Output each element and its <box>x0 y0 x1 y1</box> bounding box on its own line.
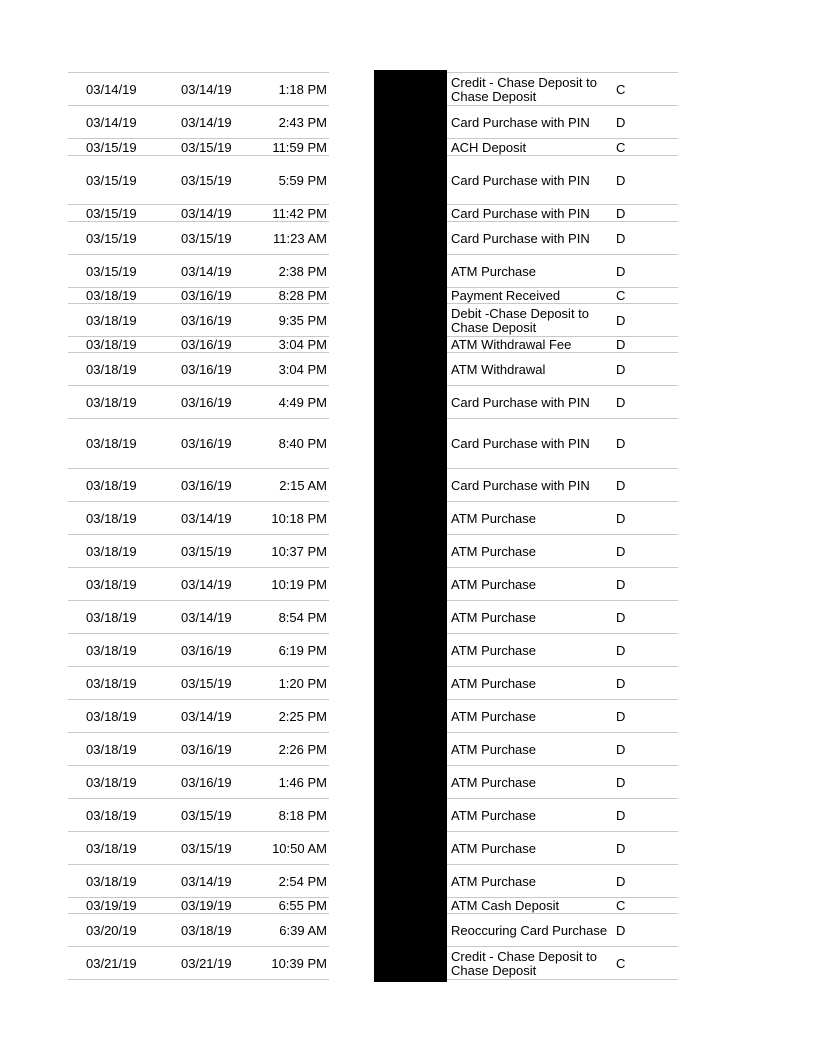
posted-date: 03/18/19 <box>86 337 137 352</box>
row-divider-left <box>68 666 329 667</box>
transaction-date: 03/16/19 <box>181 436 232 451</box>
row-divider-right <box>447 831 678 832</box>
row-divider-left <box>68 221 329 222</box>
type-code: D <box>616 543 626 559</box>
row-divider-right <box>447 105 678 106</box>
row-divider-right <box>447 303 678 304</box>
row-divider-right <box>447 732 678 733</box>
posted-date: 03/18/19 <box>86 394 137 410</box>
transaction-date: 03/15/19 <box>181 807 232 823</box>
posted-date: 03/18/19 <box>86 807 137 823</box>
description: ATM Purchase <box>451 510 537 526</box>
transaction-date: 03/15/19 <box>181 543 232 559</box>
description: ATM Purchase <box>451 873 537 889</box>
row-divider-left <box>68 72 329 73</box>
type-code: D <box>616 394 626 410</box>
posted-date: 03/18/19 <box>86 361 137 377</box>
description: Credit - Chase Deposit to Chase Deposit <box>451 948 597 978</box>
row-divider-right <box>447 155 678 156</box>
posted-date: 03/18/19 <box>86 312 137 328</box>
transaction-date: 03/14/19 <box>181 510 232 526</box>
description: ATM Withdrawal <box>451 361 546 377</box>
posted-date: 03/15/19 <box>86 263 137 279</box>
description: ATM Withdrawal Fee <box>451 337 572 352</box>
transaction-date: 03/15/19 <box>181 172 232 188</box>
row-divider-right <box>447 946 678 947</box>
transaction-time: 6:55 PM <box>278 898 327 913</box>
row-divider-right <box>447 979 678 980</box>
transaction-time: 6:39 AM <box>279 922 327 938</box>
posted-date: 03/15/19 <box>86 172 137 188</box>
transaction-date: 03/16/19 <box>181 477 232 493</box>
type-code: D <box>616 642 626 658</box>
row-divider-left <box>68 534 329 535</box>
description: ATM Purchase <box>451 708 537 724</box>
posted-date: 03/18/19 <box>86 477 137 493</box>
type-code: D <box>616 337 626 352</box>
transaction-date: 03/16/19 <box>181 288 232 303</box>
row-divider-right <box>447 72 678 73</box>
transaction-date: 03/15/19 <box>181 840 232 856</box>
row-divider-right <box>447 798 678 799</box>
transaction-time: 3:04 PM <box>278 361 327 377</box>
posted-date: 03/18/19 <box>86 708 137 724</box>
row-divider-right <box>447 897 678 898</box>
description: Card Purchase with PIN <box>451 436 590 451</box>
posted-date: 03/18/19 <box>86 288 137 303</box>
type-code: C <box>616 81 626 97</box>
row-divider-right <box>447 765 678 766</box>
transaction-time: 1:20 PM <box>278 675 327 691</box>
description: ATM Purchase <box>451 642 537 658</box>
row-divider-left <box>68 105 329 106</box>
type-code: C <box>616 139 626 155</box>
row-divider-right <box>447 864 678 865</box>
transaction-time: 3:04 PM <box>278 337 327 352</box>
transaction-time: 10:18 PM <box>271 510 327 526</box>
transaction-date: 03/15/19 <box>181 230 232 246</box>
row-divider-right <box>447 254 678 255</box>
description: ATM Purchase <box>451 807 537 823</box>
posted-date: 03/18/19 <box>86 774 137 790</box>
transaction-date: 03/16/19 <box>181 774 232 790</box>
transaction-time: 10:50 AM <box>272 840 327 856</box>
type-code: D <box>616 922 626 938</box>
row-divider-left <box>68 831 329 832</box>
type-code: D <box>616 741 626 757</box>
posted-date: 03/18/19 <box>86 741 137 757</box>
type-code: C <box>616 898 626 913</box>
row-divider-right <box>447 221 678 222</box>
transaction-date: 03/14/19 <box>181 205 232 221</box>
description: ACH Deposit <box>451 139 527 155</box>
posted-date: 03/18/19 <box>86 642 137 658</box>
posted-date: 03/18/19 <box>86 609 137 625</box>
row-divider-left <box>68 946 329 947</box>
row-divider-left <box>68 155 329 156</box>
posted-date: 03/20/19 <box>86 922 137 938</box>
transaction-date: 03/21/19 <box>181 955 232 971</box>
description: Credit - Chase Deposit to Chase Deposit <box>451 74 597 104</box>
row-divider-right <box>447 336 678 337</box>
row-divider-left <box>68 254 329 255</box>
posted-date: 03/18/19 <box>86 543 137 559</box>
row-divider-left <box>68 204 329 205</box>
transaction-time: 2:26 PM <box>278 741 327 757</box>
transaction-date: 03/15/19 <box>181 675 232 691</box>
transaction-time: 2:43 PM <box>278 114 327 130</box>
posted-date: 03/14/19 <box>86 81 137 97</box>
transaction-date: 03/14/19 <box>181 114 232 130</box>
row-divider-right <box>447 385 678 386</box>
type-code: D <box>616 205 626 221</box>
posted-date: 03/18/19 <box>86 840 137 856</box>
row-divider-right <box>447 534 678 535</box>
transaction-date: 03/14/19 <box>181 708 232 724</box>
transaction-time: 2:54 PM <box>278 873 327 889</box>
transaction-date: 03/16/19 <box>181 741 232 757</box>
type-code: D <box>616 510 626 526</box>
posted-date: 03/15/19 <box>86 139 137 155</box>
row-divider-left <box>68 633 329 634</box>
row-divider-left <box>68 600 329 601</box>
row-divider-right <box>447 600 678 601</box>
description: Card Purchase with PIN <box>451 394 590 410</box>
transaction-time: 11:42 PM <box>272 205 327 221</box>
transaction-date: 03/14/19 <box>181 81 232 97</box>
redaction-block <box>374 70 447 982</box>
transaction-date: 03/16/19 <box>181 394 232 410</box>
posted-date: 03/19/19 <box>86 898 137 913</box>
type-code: D <box>616 576 626 592</box>
transaction-time: 6:19 PM <box>278 642 327 658</box>
transaction-time: 11:59 PM <box>272 139 327 155</box>
type-code: D <box>616 675 626 691</box>
description: Card Purchase with PIN <box>451 205 590 221</box>
description: Card Purchase with PIN <box>451 172 590 188</box>
posted-date: 03/18/19 <box>86 510 137 526</box>
type-code: C <box>616 955 626 971</box>
type-code: D <box>616 774 626 790</box>
row-divider-right <box>447 699 678 700</box>
type-code: D <box>616 312 626 328</box>
description: ATM Purchase <box>451 675 537 691</box>
transaction-time: 8:54 PM <box>278 609 327 625</box>
posted-date: 03/21/19 <box>86 955 137 971</box>
transaction-time: 1:18 PM <box>278 81 327 97</box>
row-divider-right <box>447 287 678 288</box>
posted-date: 03/14/19 <box>86 114 137 130</box>
description: Card Purchase with PIN <box>451 477 590 493</box>
description: ATM Purchase <box>451 840 537 856</box>
transaction-time: 11:23 AM <box>273 230 327 246</box>
row-divider-left <box>68 138 329 139</box>
transaction-time: 8:40 PM <box>278 436 327 451</box>
row-divider-left <box>68 732 329 733</box>
row-divider-left <box>68 352 329 353</box>
transaction-time: 8:18 PM <box>278 807 327 823</box>
type-code: D <box>616 263 626 279</box>
transaction-time: 2:38 PM <box>278 263 327 279</box>
row-divider-right <box>447 352 678 353</box>
row-divider-right <box>447 913 678 914</box>
description: Payment Received <box>451 288 561 303</box>
description: ATM Purchase <box>451 263 537 279</box>
transaction-date: 03/18/19 <box>181 922 232 938</box>
row-divider-left <box>68 979 329 980</box>
row-divider-left <box>68 468 329 469</box>
transaction-date: 03/14/19 <box>181 609 232 625</box>
description: Reoccuring Card Purchase <box>451 922 608 938</box>
posted-date: 03/15/19 <box>86 230 137 246</box>
transaction-time: 2:25 PM <box>278 708 327 724</box>
posted-date: 03/18/19 <box>86 675 137 691</box>
posted-date: 03/15/19 <box>86 205 137 221</box>
row-divider-right <box>447 567 678 568</box>
type-code: D <box>616 840 626 856</box>
row-divider-left <box>68 287 329 288</box>
row-divider-left <box>68 897 329 898</box>
row-divider-left <box>68 798 329 799</box>
type-code: D <box>616 172 626 188</box>
row-divider-left <box>68 913 329 914</box>
row-divider-left <box>68 765 329 766</box>
description: ATM Purchase <box>451 774 537 790</box>
row-divider-left <box>68 385 329 386</box>
type-code: D <box>616 361 626 377</box>
row-divider-left <box>68 699 329 700</box>
description: Card Purchase with PIN <box>451 114 590 130</box>
transaction-date: 03/16/19 <box>181 361 232 377</box>
transaction-time: 4:49 PM <box>278 394 327 410</box>
row-divider-right <box>447 468 678 469</box>
transaction-date: 03/14/19 <box>181 873 232 889</box>
transaction-date: 03/15/19 <box>181 139 232 155</box>
type-code: D <box>616 609 626 625</box>
row-divider-left <box>68 303 329 304</box>
description: ATM Cash Deposit <box>451 898 560 913</box>
transaction-time: 9:35 PM <box>278 312 327 328</box>
row-divider-right <box>447 501 678 502</box>
posted-date: 03/18/19 <box>86 576 137 592</box>
row-divider-left <box>68 501 329 502</box>
description: Card Purchase with PIN <box>451 230 590 246</box>
transaction-time: 10:39 PM <box>271 955 327 971</box>
type-code: D <box>616 873 626 889</box>
transaction-time: 8:28 PM <box>278 288 327 303</box>
type-code: D <box>616 477 626 493</box>
transaction-date: 03/16/19 <box>181 642 232 658</box>
transaction-time: 1:46 PM <box>278 774 327 790</box>
row-divider-right <box>447 633 678 634</box>
transaction-time: 10:19 PM <box>271 576 327 592</box>
transaction-date: 03/16/19 <box>181 337 232 352</box>
posted-date: 03/18/19 <box>86 873 137 889</box>
description: ATM Purchase <box>451 609 537 625</box>
type-code: D <box>616 807 626 823</box>
type-code: C <box>616 288 626 303</box>
description: ATM Purchase <box>451 576 537 592</box>
row-divider-right <box>447 138 678 139</box>
row-divider-left <box>68 864 329 865</box>
transaction-date: 03/16/19 <box>181 312 232 328</box>
row-divider-right <box>447 418 678 419</box>
transaction-date: 03/14/19 <box>181 576 232 592</box>
transaction-date: 03/14/19 <box>181 263 232 279</box>
description: ATM Purchase <box>451 741 537 757</box>
posted-date: 03/18/19 <box>86 436 137 451</box>
type-code: D <box>616 436 626 451</box>
transaction-date: 03/19/19 <box>181 898 232 913</box>
row-divider-left <box>68 418 329 419</box>
transaction-time: 5:59 PM <box>278 172 327 188</box>
transaction-time: 10:37 PM <box>271 543 327 559</box>
row-divider-right <box>447 204 678 205</box>
description: Debit -Chase Deposit to Chase Deposit <box>451 305 590 335</box>
type-code: D <box>616 708 626 724</box>
row-divider-right <box>447 666 678 667</box>
description: ATM Purchase <box>451 543 537 559</box>
type-code: D <box>616 230 626 246</box>
type-code: D <box>616 114 626 130</box>
row-divider-left <box>68 336 329 337</box>
transaction-time: 2:15 AM <box>279 477 327 493</box>
row-divider-left <box>68 567 329 568</box>
